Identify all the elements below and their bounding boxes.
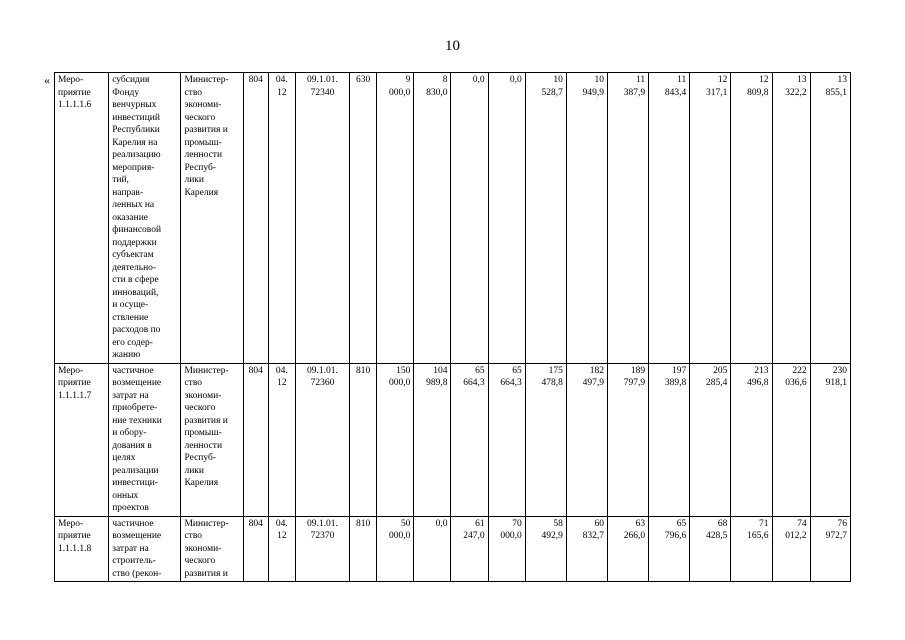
table-row	[55, 516, 851, 582]
vr-cell: 810	[350, 363, 377, 516]
value-cell: 13 322,2	[772, 73, 810, 364]
value-cell: 71 165,6	[731, 516, 772, 582]
value-cell: 65 664,3	[451, 363, 488, 516]
value-cell: 50 000,0	[377, 516, 414, 582]
rzpr-cell: 04. 12	[268, 73, 295, 364]
value-cell: 0,0	[488, 73, 525, 364]
value-cell: 74 012,2	[772, 516, 810, 582]
value-cell: 189 797,9	[607, 363, 648, 516]
value-cell: 9 000,0	[377, 73, 414, 364]
csr-cell: 09.1.01. 72360	[295, 363, 349, 516]
value-cell: 63 266,0	[607, 516, 648, 582]
value-cell: 70 000,0	[488, 516, 525, 582]
value-cell: 12 317,1	[690, 73, 731, 364]
grbs-cell: 804	[243, 363, 268, 516]
value-cell: 11 387,9	[607, 73, 648, 364]
description-cell: субсидия Фонду венчурных инвестиций Республики Карелия на реализацию мероприя- тий, направ- ленных на оказание финансовой поддержки субъектам деятельно- сти в сфере инноваций, и осуще- ствление расходов по его содер- жанию	[109, 73, 181, 364]
opening-quote-mark: «	[44, 73, 50, 87]
value-cell: 197 389,8	[649, 363, 690, 516]
value-cell: 12 809,8	[731, 73, 772, 364]
value-cell: 68 428,5	[690, 516, 731, 582]
value-cell: 205 285,4	[690, 363, 731, 516]
measure-cell: Меро- приятие 1.1.1.1.7	[55, 363, 109, 516]
measure-cell: Меро- приятие 1.1.1.1.8	[55, 516, 109, 582]
value-cell: 61 247,0	[451, 516, 488, 582]
page-number: 10	[445, 38, 460, 54]
rzpr-cell: 04. 12	[268, 516, 295, 582]
table-row	[55, 73, 851, 364]
budget-table	[54, 72, 851, 582]
value-cell: 76 972,7	[810, 516, 850, 582]
value-cell: 10 528,7	[525, 73, 566, 364]
value-cell: 230 918,1	[810, 363, 850, 516]
executor-cell: Министер- ство экономи- ческого развития и промыш- ленности Респуб- лики Карелия	[181, 363, 243, 516]
value-cell: 13 855,1	[810, 73, 850, 364]
value-cell: 175 478,8	[525, 363, 566, 516]
value-cell: 0,0	[414, 516, 451, 582]
value-cell: 58 492,9	[525, 516, 566, 582]
rzpr-cell: 04. 12	[268, 363, 295, 516]
value-cell: 8 830,0	[414, 73, 451, 364]
executor-cell: Министер- ство экономи- ческого развития и	[181, 516, 243, 582]
description-cell: частичное возмещение затрат на строитель- ство (рекон-	[109, 516, 181, 582]
value-cell: 150 000,0	[377, 363, 414, 516]
vr-cell: 630	[350, 73, 377, 364]
value-cell: 182 497,9	[566, 363, 607, 516]
value-cell: 104 989,8	[414, 363, 451, 516]
value-cell: 10 949,9	[566, 73, 607, 364]
value-cell: 65 796,6	[649, 516, 690, 582]
vr-cell: 810	[350, 516, 377, 582]
measure-cell: Меро- приятие 1.1.1.1.6	[55, 73, 109, 364]
grbs-cell: 804	[243, 516, 268, 582]
csr-cell: 09.1.01. 72340	[295, 73, 349, 364]
value-cell: 65 664,3	[488, 363, 525, 516]
description-cell: частичное возмещение затрат на приобрете- ние техники и обору- дования в целях реализации инвестици- онных проектов	[109, 363, 181, 516]
value-cell: 0,0	[451, 73, 488, 364]
value-cell: 11 843,4	[649, 73, 690, 364]
table-row	[55, 363, 851, 516]
value-cell: 222 036,6	[772, 363, 810, 516]
value-cell: 60 832,7	[566, 516, 607, 582]
grbs-cell: 804	[243, 73, 268, 364]
csr-cell: 09.1.01. 72370	[295, 516, 349, 582]
value-cell: 213 496,8	[731, 363, 772, 516]
executor-cell: Министер- ство экономи- ческого развития и промыш- ленности Респуб- лики Карелия	[181, 73, 243, 364]
